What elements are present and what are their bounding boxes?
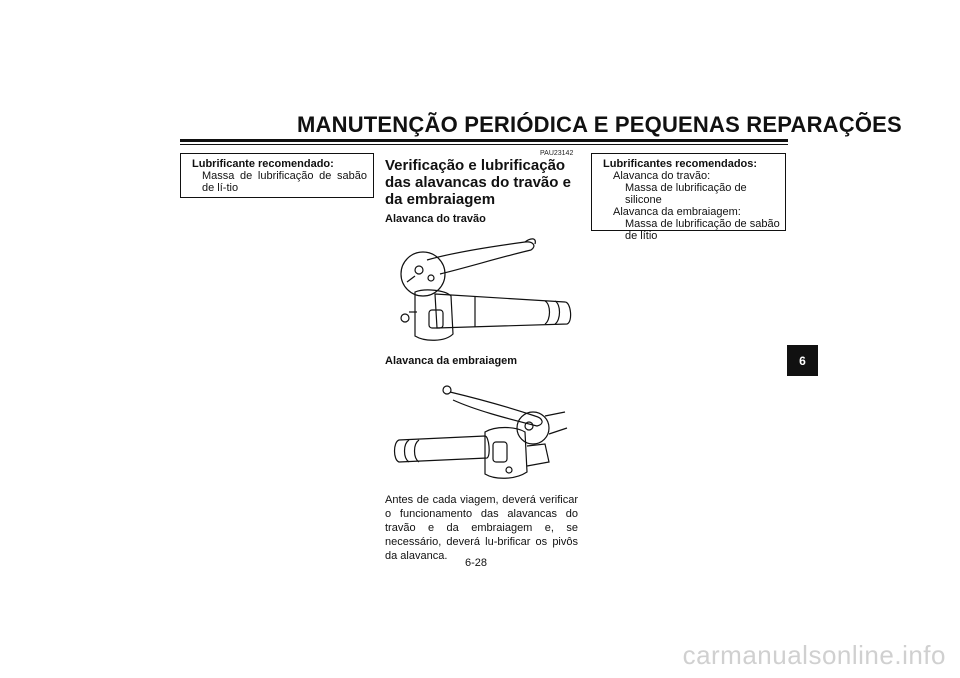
section-heading: Verificação e lubrificação das alavancas do travão e da embraiagem bbox=[385, 157, 571, 208]
watermark: carmanualsonline.info bbox=[682, 640, 946, 670]
page-title: MANUTENÇÃO PERIÓDICA E PEQUENAS REPARAÇÕES bbox=[297, 112, 902, 137]
brake-lever-item: Alavanca do travão: bbox=[613, 170, 711, 182]
lubricant-box-right bbox=[591, 153, 786, 242]
page-number: 6-28 bbox=[465, 557, 488, 569]
header-rule bbox=[180, 139, 788, 142]
brake-lubricant: Massa de lubrificação de silicone bbox=[625, 182, 747, 206]
lubricant-box-text: Massa de lubrificação de sabão de lí-tio bbox=[202, 170, 367, 194]
body-text: Antes de cada viagem, deverá verificar o funcionamento das alavancas do travão e da embraiagem e, se necessário, deverá lu-brificar os pivôs da alavanca. bbox=[385, 494, 578, 562]
clutch-lever-item: Alavanca da embraiagem: bbox=[613, 206, 741, 218]
lubricant-box-title: Lubrificante recomendado: bbox=[192, 158, 334, 170]
chapter-tab: 6 bbox=[787, 345, 818, 376]
lubricant-box-left bbox=[180, 153, 374, 198]
clutch-lever-illustration bbox=[385, 376, 580, 486]
lubricants-box-title: Lubrificantes recomendados: bbox=[603, 158, 758, 170]
section-code: PAU23142 bbox=[540, 150, 574, 157]
brake-lever-illustration bbox=[385, 232, 580, 347]
brake-lever-label: Alavanca do travão bbox=[385, 213, 486, 225]
clutch-lubricant: Massa de lubrificação de sabão de lítio bbox=[625, 218, 780, 242]
clutch-lever-label: Alavanca da embraiagem bbox=[385, 355, 518, 367]
header-rule-thin bbox=[180, 144, 788, 145]
